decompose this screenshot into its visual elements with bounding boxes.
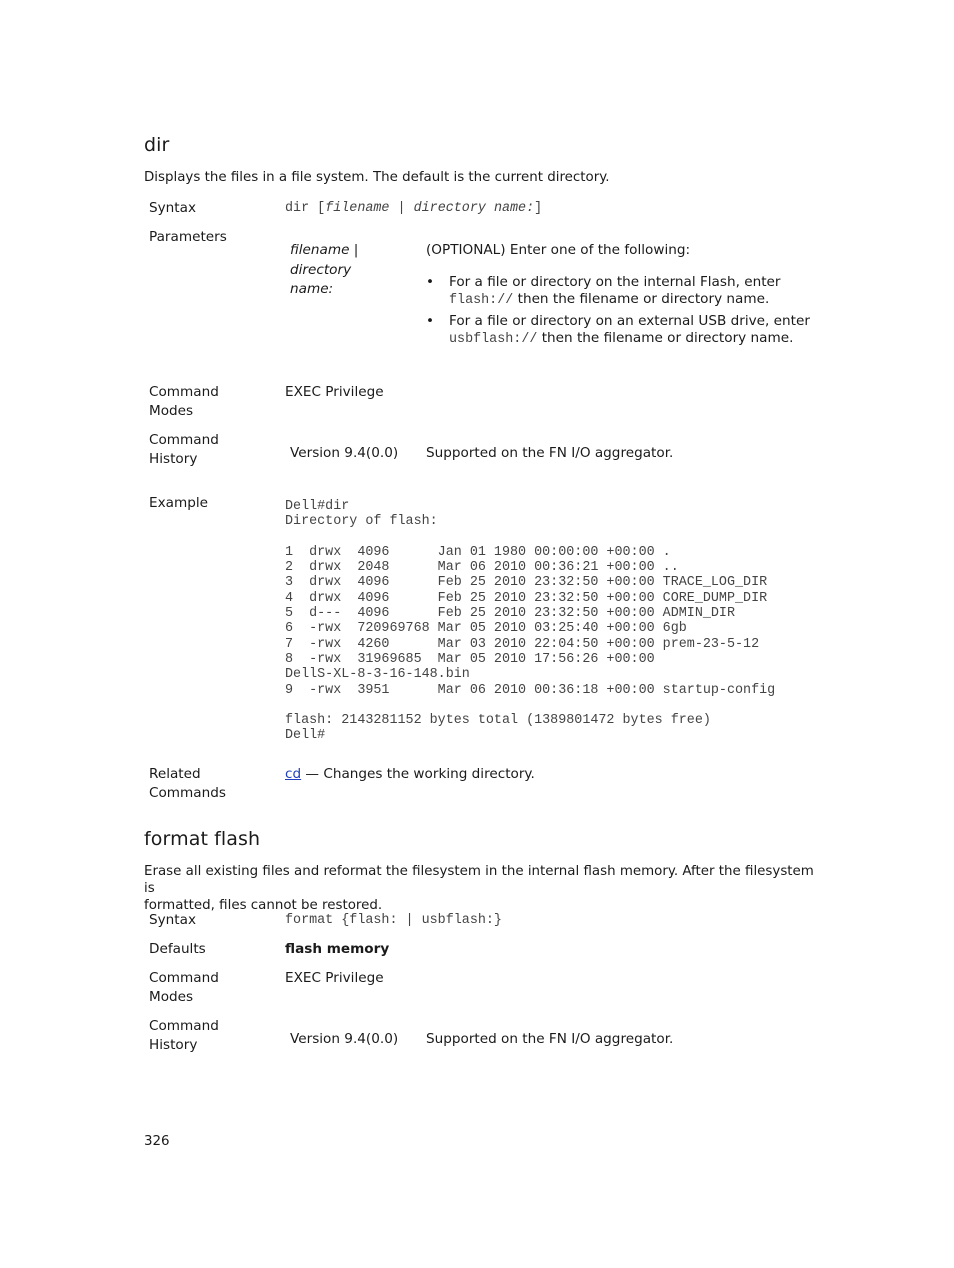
bullet-2-text: For a file or directory on an external USB drive, enter [449,313,810,329]
bullet-2-rest: then the filename or directory name. [537,330,794,346]
dir-syntax-close: ] [534,201,543,216]
example-line: 6 -rwx 720969768 Mar 05 2010 03:25:40 +00:00 6gb [285,621,687,637]
format-history-label-line-2: History [149,1037,198,1053]
format-history-version: Version 9.4(0.0) [290,1031,399,1047]
dir-param-bullet-1 [426,274,826,309]
bullet-1-code: flash:// [449,293,514,308]
example-line: Dell# [285,728,326,744]
bullet-1-text: For a file or directory on the internal Flash, enter [449,274,781,290]
format-history-desc: Supported on the FN I/O aggregator. [426,1031,674,1047]
format-description [144,863,824,914]
dir-param-bullet-2 [426,313,826,348]
dir-example-label: Example [149,495,208,511]
related-desc: — Changes the working directory. [301,766,535,782]
param-name-line-2: directory [290,261,352,278]
param-name-line-3: name: [290,281,334,297]
format-description-line-1: Erase all existing files and reformat the filesystem in the internal flash memory. After the filesystem is [144,864,814,896]
format-history-label-line-1: Command [149,1018,219,1034]
format-modes-label-line-1: Command [149,970,219,986]
format-modes-label [149,969,219,1007]
dir-related-label [149,765,226,803]
section-title-format-flash: format flash [144,828,261,850]
format-defaults-value: flash memory [285,941,390,957]
example-line [285,698,775,713]
dir-param-intro: (OPTIONAL) Enter one of the following: [426,242,691,258]
format-description-line-2: formatted, files cannot be restored. [144,898,383,913]
dir-description: Displays the files in a file system. The default is the current directory. [144,170,610,185]
bullet-dot: • [426,313,435,329]
example-line: 1 drwx 4096 Jan 01 1980 00:00:00 +00:00 . [285,544,671,560]
example-line: 2 drwx 2048 Mar 06 2010 00:36:21 +00:00 .. [285,560,679,576]
dir-related-value [285,766,535,783]
example-line: 8 -rwx 31969685 Mar 05 2010 17:56:26 +00:00 [285,651,655,667]
example-line: 9 -rwx 3951 Mar 06 2010 00:36:18 +00:00 startup-config [285,682,776,698]
related-label-line-2: Commands [149,785,226,801]
example-line: DellS-XL-8-3-16-148.bin [285,667,470,683]
example-line: 3 drwx 4096 Feb 25 2010 23:32:50 +00:00 TRACE_LOG_DIR [285,575,768,591]
history-label-line-1: Command [149,432,219,448]
dir-modes-value: EXEC Privilege [285,384,384,400]
example-line: 5 d--- 4096 Feb 25 2010 23:32:50 +00:00 ADMIN_DIR [285,606,735,622]
related-label-line-1: Related [149,766,201,782]
format-history-label [149,1017,219,1055]
page-number: 326 [144,1134,170,1149]
example-line: 7 -rwx 4260 Mar 03 2010 22:04:50 +00:00 prem-23-5-12 [285,636,760,652]
example-line: flash: 2143281152 bytes total (1389801472 bytes free) [285,713,711,729]
dir-parameters-label: Parameters [149,229,227,245]
format-modes-value: EXEC Privilege [285,970,384,986]
dir-history-desc: Supported on the FN I/O aggregator. [426,445,674,461]
param-name-line-1: filename | [290,242,359,258]
example-line: Dell#dir [285,499,350,514]
format-syntax-label: Syntax [149,912,196,928]
dir-history-label [149,431,219,469]
bullet-dot: • [426,274,435,290]
bullet-2-code: usbflash:// [449,332,538,347]
format-modes-label-line-2: Modes [149,989,194,1005]
modes-label-line-2: Modes [149,403,194,419]
cd-link[interactable]: cd [285,766,302,782]
format-syntax: format {flash: | usbflash:} [285,913,502,928]
example-line: 4 drwx 4096 Feb 25 2010 23:32:50 +00:00 CORE_DUMP_DIR [285,590,768,606]
modes-label-line-1: Command [149,384,219,400]
dir-modes-label [149,383,219,421]
dir-syntax-label: Syntax [149,200,196,216]
dir-syntax-arg2: directory name: [413,201,535,216]
dir-syntax-sep: | [389,201,414,216]
example-line: Directory of flash: [285,514,438,530]
section-title-dir: dir [144,134,170,156]
bullet-1-rest: then the filename or directory name. [513,291,770,307]
dir-param-name [290,241,358,300]
dir-example-code [285,499,775,744]
dir-syntax-cmd: dir [ [285,201,326,216]
dir-history-version: Version 9.4(0.0) [290,445,399,461]
dir-syntax [285,201,542,216]
format-defaults-label: Defaults [149,941,206,957]
example-line [285,530,775,545]
history-label-line-2: History [149,451,198,467]
dir-syntax-arg1: filename [325,201,390,216]
